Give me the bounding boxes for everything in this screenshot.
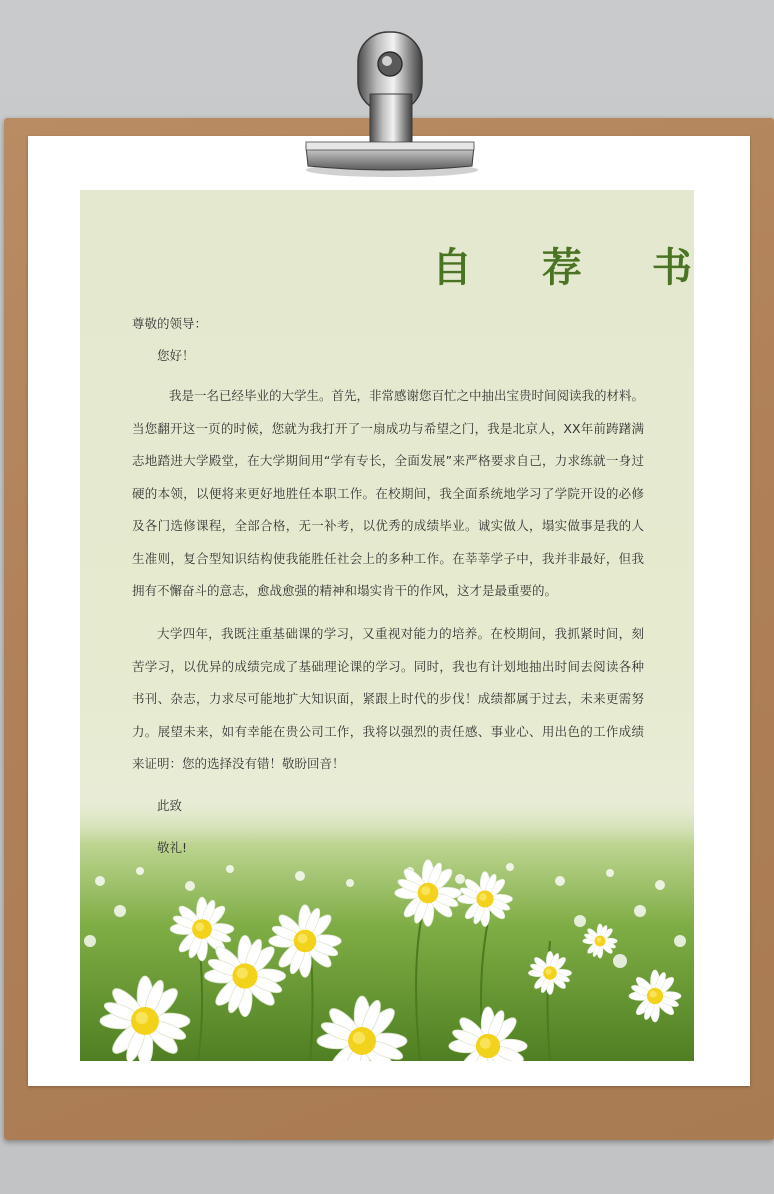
letter-closing-2: 敬礼! bbox=[157, 840, 188, 855]
daisy-meadow-image bbox=[80, 791, 694, 1061]
letter-paragraph-2: 大学四年，我既注重基础课的学习，又重视对能力的培养。在校期间，我抓紧时间，刻苦学习，以优异的成绩完成了基础理论课的学习。同时，我也有计划地抽出时间去阅读各种书刊、杂志，力求尽可能地扩大知识面，紧跟上时代的步伐！成绩都属于过去，未来更需努力。展望未来，如有幸能在贵公司工作，我将以强烈的责任感、事业心、用出色的工作成绩来证明：您的选择没有错！敬盼回音！ bbox=[132, 626, 644, 771]
binder-clip-icon bbox=[300, 24, 480, 179]
letter-salutation: 尊敬的领导： bbox=[132, 316, 208, 331]
letter-greeting: 您好！ bbox=[157, 348, 195, 363]
letter-paragraph-1: 我是一名已经毕业的大学生。首先，非常感谢您百忙之中抽出宝贵时间阅读我的材料。当您翻开这一页的时候，您就为我打开了一扇成功与希望之门，我是北京人，XX年前踌躇满志地踏进大学殿堂，在大学期间用“学有专长，全面发展”来严格要求自己，力求练就一身过硬的本领，以便将来更好地胜任本职工作。在校期间，我全面系统地学习了学院开设的必修及各门选修课程，全部合格，无一补考，以优秀的成绩毕业。诚实做人，塌实做事是我的人生准则，复合型知识结构使我能胜任社会上的多种工作。在莘莘学子中，我并非最好，但我拥有不懈奋斗的意志，愈战愈强的精神和塌实肯干的作风，这才是最重要的。 bbox=[132, 388, 645, 598]
letter-title: 自 荐 书 bbox=[432, 244, 720, 291]
letter-closing-1: 此致 bbox=[157, 798, 183, 813]
